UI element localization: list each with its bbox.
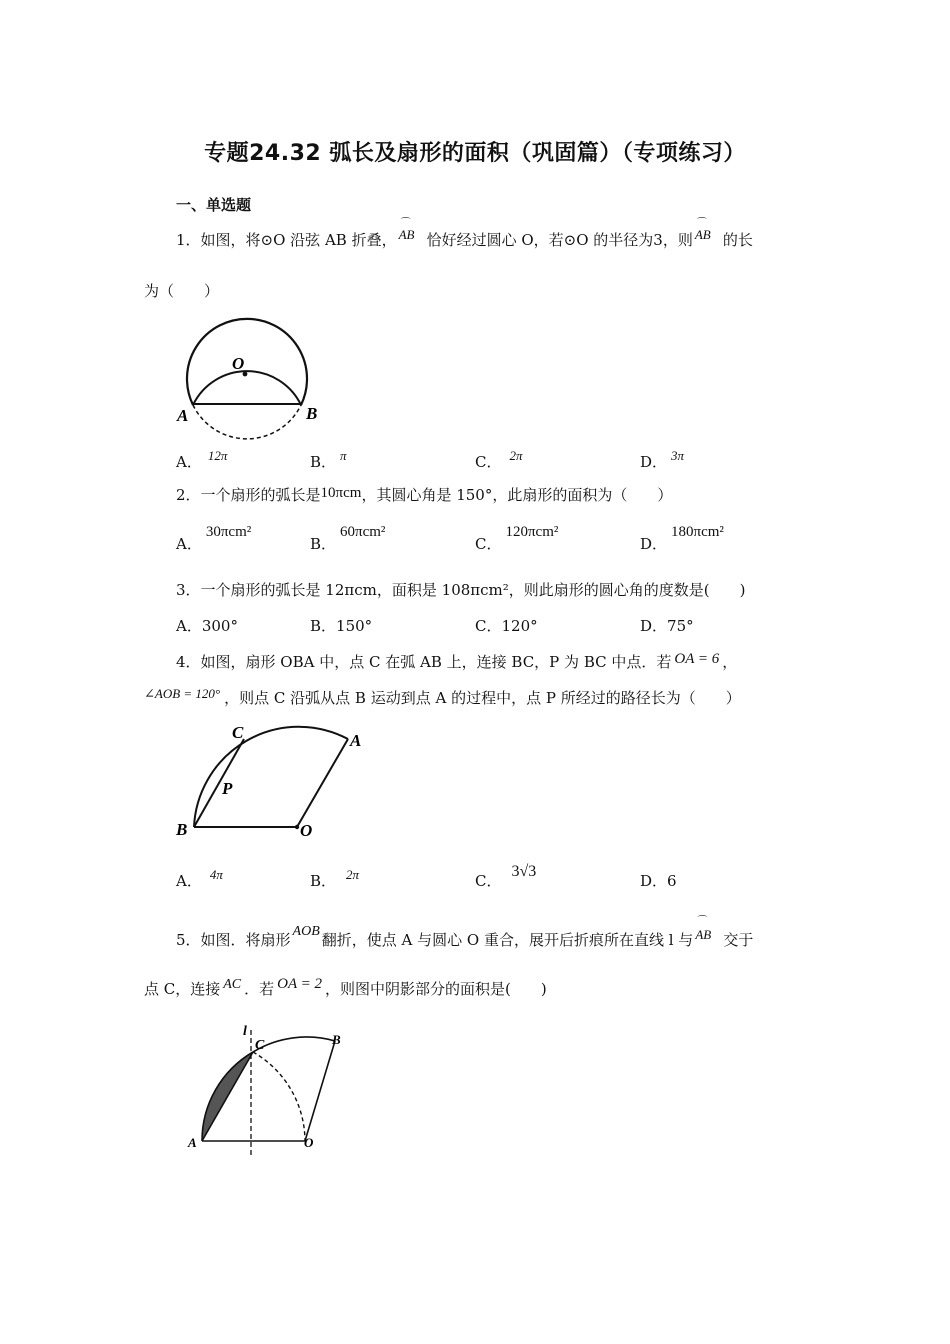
q1-label-b: B bbox=[306, 404, 318, 423]
q4-option-c[interactable]: C．3√3 bbox=[475, 863, 537, 890]
q1-option-b[interactable]: B． π bbox=[310, 448, 347, 471]
q5-label-b: B bbox=[332, 1032, 341, 1047]
q1-option-d[interactable]: D． 3π bbox=[640, 448, 685, 471]
q4-math-oa: OA = 6 bbox=[674, 651, 720, 667]
q4-line2: ∠AOB = 120° ，则点 C 沿弧从点 B 运动到点 A 的过程中，点 P 所经过的路径长为（ ） bbox=[144, 686, 741, 707]
q4-label-b: B bbox=[176, 820, 188, 839]
q1-label-o: O bbox=[232, 354, 245, 373]
q5-line2: 点 C，连接 AC ．若 OA = 2 ，则图中阴影部分的面积是( ) bbox=[144, 976, 547, 998]
q2-option-a[interactable]: A．30πcm² bbox=[176, 524, 252, 553]
q3-option-d[interactable]: D．75° bbox=[640, 617, 694, 635]
q4-option-d[interactable]: D．6 bbox=[640, 872, 677, 890]
arc-mark-icon: ⌒ bbox=[697, 916, 708, 927]
q1-circle-arc bbox=[187, 319, 307, 405]
q5-folded-arc-dashed bbox=[253, 1052, 305, 1141]
q1-line2: 为（ ） bbox=[144, 282, 220, 300]
q2-stem: 2．一个扇形的弧长是10πcm，其圆心角是 150°，此扇形的面积为（ ） bbox=[176, 485, 673, 504]
q1-option-c[interactable]: C． 2π bbox=[475, 448, 523, 471]
q5-arc-ab: ⌒ AB bbox=[695, 922, 721, 947]
q5-math-aob: AOB bbox=[292, 924, 320, 939]
q1-figure bbox=[172, 310, 332, 440]
q4-label-p: P bbox=[222, 779, 233, 798]
q5-segment-ob bbox=[305, 1041, 335, 1141]
q1-dashed-arc bbox=[193, 405, 301, 439]
q1-line1 bbox=[176, 218, 753, 253]
q5-math-ac: AC bbox=[223, 977, 242, 992]
q2-option-d[interactable]: D．180πcm² bbox=[640, 524, 724, 553]
q5-label-c: C bbox=[255, 1038, 265, 1053]
q4-label-o: O bbox=[300, 821, 313, 840]
q4-math-angle: ∠AOB = 120° bbox=[144, 686, 221, 701]
q4-label-a: A bbox=[350, 731, 362, 750]
q5-segment-ac bbox=[202, 1052, 253, 1141]
q1-folded-arc bbox=[193, 371, 301, 405]
q2-option-c[interactable]: C．120πcm² bbox=[475, 524, 559, 553]
q4-center-point bbox=[295, 825, 299, 829]
q2-option-b[interactable]: B．60πcm² bbox=[310, 524, 386, 553]
q5-label-o: O bbox=[304, 1135, 314, 1150]
q4-figure bbox=[172, 718, 372, 842]
q5-figure bbox=[180, 1020, 360, 1160]
q4-segment-oa bbox=[297, 739, 348, 827]
q1-text-start: 1．如图，将⊙O 沿弦 AB 折叠， bbox=[176, 231, 397, 249]
arc-mark-icon: ⌒ bbox=[696, 218, 707, 229]
q1-text-mid: 恰好经过圆心 O，若⊙O 的半径为3，则 bbox=[426, 231, 693, 249]
q5-label-a: A bbox=[188, 1135, 197, 1150]
q4-label-c: C bbox=[232, 723, 244, 742]
q5-arc-cb bbox=[253, 1037, 335, 1052]
q4-option-b[interactable]: B． 2π bbox=[310, 867, 360, 890]
q5-line1: 5．如图．将扇形 AOB 翻折，使点 A 与圆心 O 重合，展开后折痕所在直线 l 与 ⌒ AB 交于 bbox=[176, 928, 753, 954]
q5-math-oa: OA = 2 bbox=[277, 976, 323, 992]
q5-label-l: l bbox=[243, 1024, 247, 1039]
q4-line1: 4．如图，扇形 OBA 中，点 C 在弧 AB 上，连接 BC，P 为 BC 中点．若 OA = 6 ， bbox=[176, 651, 738, 671]
q4-segment-bc bbox=[194, 739, 244, 827]
q3-option-a[interactable]: A．300° bbox=[176, 617, 238, 635]
section-heading: 一、单选题 bbox=[176, 196, 252, 214]
page-title: 专题24.32 弧长及扇形的面积（巩固篇）（专项练习） bbox=[204, 141, 746, 166]
q1-label-a: A bbox=[177, 406, 189, 425]
q2-math: 10πcm bbox=[320, 485, 362, 501]
q3-option-c[interactable]: C．120° bbox=[475, 617, 538, 635]
q1-arc-ab-2: ⌒ AB bbox=[695, 222, 721, 247]
q1-option-a[interactable]: A． 12π bbox=[176, 448, 228, 471]
q1-arc-ab-1: ⌒ AB bbox=[399, 222, 425, 247]
q4-option-a[interactable]: A． 4π bbox=[176, 867, 223, 890]
arc-mark-icon: ⌒ bbox=[400, 218, 411, 229]
q3-option-b[interactable]: B．150° bbox=[310, 617, 373, 635]
q3-stem: 3．一个扇形的弧长是 12πcm，面积是 108πcm²，则此扇形的圆心角的度数是( ) bbox=[176, 581, 746, 599]
q1-text-tail: 的长 bbox=[722, 231, 753, 249]
